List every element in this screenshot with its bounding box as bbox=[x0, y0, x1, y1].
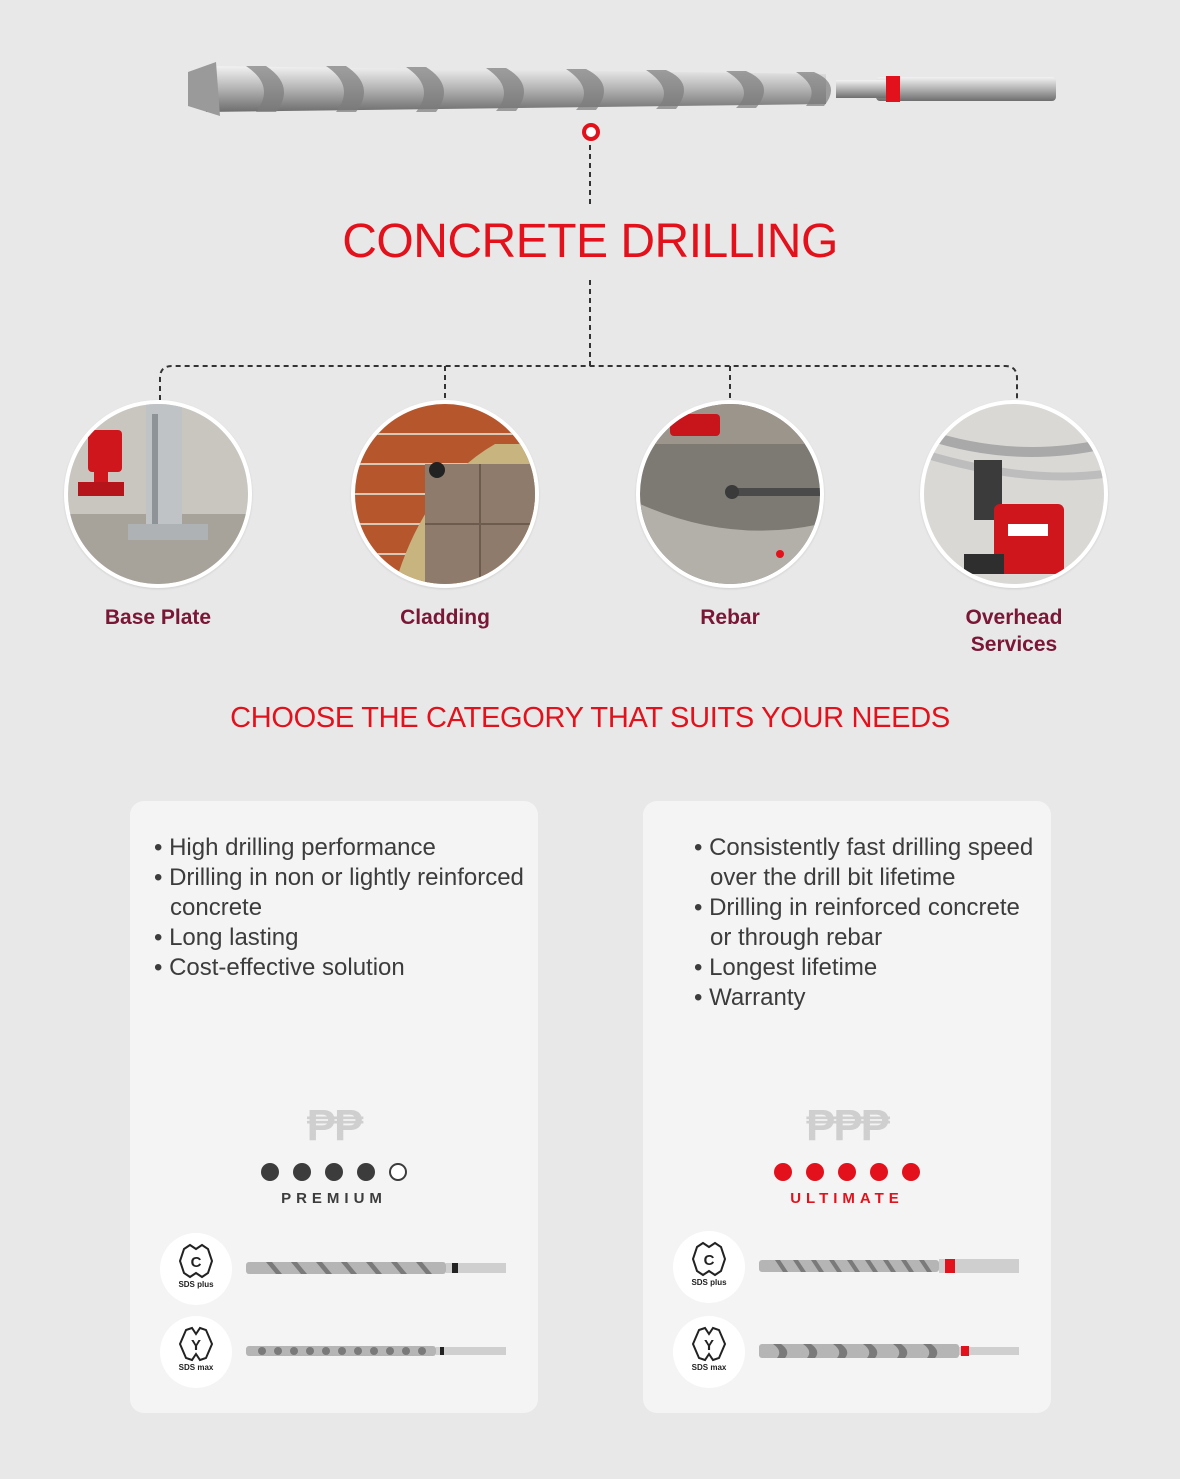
application-label: Rebar bbox=[700, 606, 760, 629]
section-title: CHOOSE THE CATEGORY THAT SUITS YOUR NEEDS bbox=[230, 702, 950, 734]
rating-dot-filled bbox=[870, 1163, 888, 1181]
feature-item: • Warranty bbox=[694, 984, 806, 1011]
price-level-indicator: ₱₱ bbox=[306, 1101, 362, 1150]
application-label: Overhead Services bbox=[965, 606, 1063, 656]
ring-marker-icon bbox=[581, 122, 601, 142]
premium-category-card[interactable] bbox=[130, 801, 538, 1413]
price-level-indicator: ₱₱₱ bbox=[805, 1101, 889, 1150]
ultimate-category-card[interactable] bbox=[643, 801, 1051, 1413]
feature-item: • Drilling in non or lightly reinforced concrete bbox=[154, 864, 524, 921]
badge-label: SDS max bbox=[178, 1363, 214, 1372]
connector-lines bbox=[0, 0, 1180, 420]
ultimate-features-list bbox=[694, 833, 1044, 1013]
badge-label: SDS plus bbox=[178, 1280, 214, 1289]
tier-label: PREMIUM bbox=[281, 1190, 387, 1207]
feature-item: • Cost-effective solution bbox=[154, 954, 405, 981]
sds-max-badge-icon bbox=[673, 1316, 745, 1388]
sds-max-bit-row bbox=[673, 1316, 1023, 1388]
rating-dots bbox=[643, 1163, 1051, 1186]
premium-features-list bbox=[154, 833, 524, 983]
cladding-photo-icon bbox=[351, 400, 539, 588]
feature-item: • High drilling performance bbox=[154, 834, 436, 861]
page-title: CONCRETE DRILLING bbox=[342, 215, 838, 268]
sds-plus-bit-row bbox=[673, 1231, 1023, 1303]
feature-item: • Longest lifetime bbox=[694, 954, 878, 981]
rating-dot-filled bbox=[838, 1163, 856, 1181]
tier-label: ULTIMATE bbox=[790, 1190, 904, 1207]
application-base-plate bbox=[64, 400, 252, 631]
application-label: Cladding bbox=[400, 606, 490, 629]
rating-dot-filled bbox=[902, 1163, 920, 1181]
badge-letter: C bbox=[190, 1254, 202, 1271]
sds-max-badge-icon bbox=[160, 1316, 232, 1388]
rating-dot-filled bbox=[325, 1163, 343, 1181]
sds-plus-badge-icon bbox=[160, 1233, 232, 1305]
application-label: Base Plate bbox=[104, 606, 212, 629]
rebar-photo-icon bbox=[636, 400, 824, 588]
sds-plus-drill-bit-image bbox=[759, 1253, 1021, 1279]
application-cladding bbox=[351, 400, 539, 631]
sds-plus-bit-row bbox=[160, 1233, 510, 1305]
sds-plus-drill-bit-image bbox=[246, 1255, 508, 1281]
rating-dot-filled bbox=[261, 1163, 279, 1181]
rating-dot-empty bbox=[389, 1163, 407, 1181]
sds-plus-badge-icon bbox=[673, 1231, 745, 1303]
feature-item: • Long lasting bbox=[154, 924, 299, 951]
base-plate-photo-icon bbox=[64, 400, 252, 588]
rating-dots bbox=[130, 1163, 538, 1186]
rating-dot-filled bbox=[774, 1163, 792, 1181]
rating-dot-filled bbox=[806, 1163, 824, 1181]
badge-label: SDS max bbox=[691, 1363, 727, 1372]
badge-letter: Y bbox=[703, 1337, 715, 1354]
sds-max-drill-bit-image bbox=[759, 1338, 1021, 1364]
rating-dot-filled bbox=[357, 1163, 375, 1181]
overhead-services-photo-icon bbox=[920, 400, 1108, 588]
application-overhead-services bbox=[920, 400, 1108, 658]
rating-dot-filled bbox=[293, 1163, 311, 1181]
application-rebar bbox=[636, 400, 824, 631]
badge-letter: C bbox=[703, 1252, 715, 1269]
feature-item: • Consistently fast drilling speed over the drill bit lifetime bbox=[694, 834, 1034, 891]
badge-label: SDS plus bbox=[691, 1278, 727, 1287]
sds-max-bit-row bbox=[160, 1316, 510, 1388]
feature-item: • Drilling in reinforced concrete or through rebar bbox=[694, 894, 1020, 951]
sds-max-drill-bit-image bbox=[246, 1338, 508, 1364]
badge-letter: Y bbox=[190, 1337, 202, 1354]
